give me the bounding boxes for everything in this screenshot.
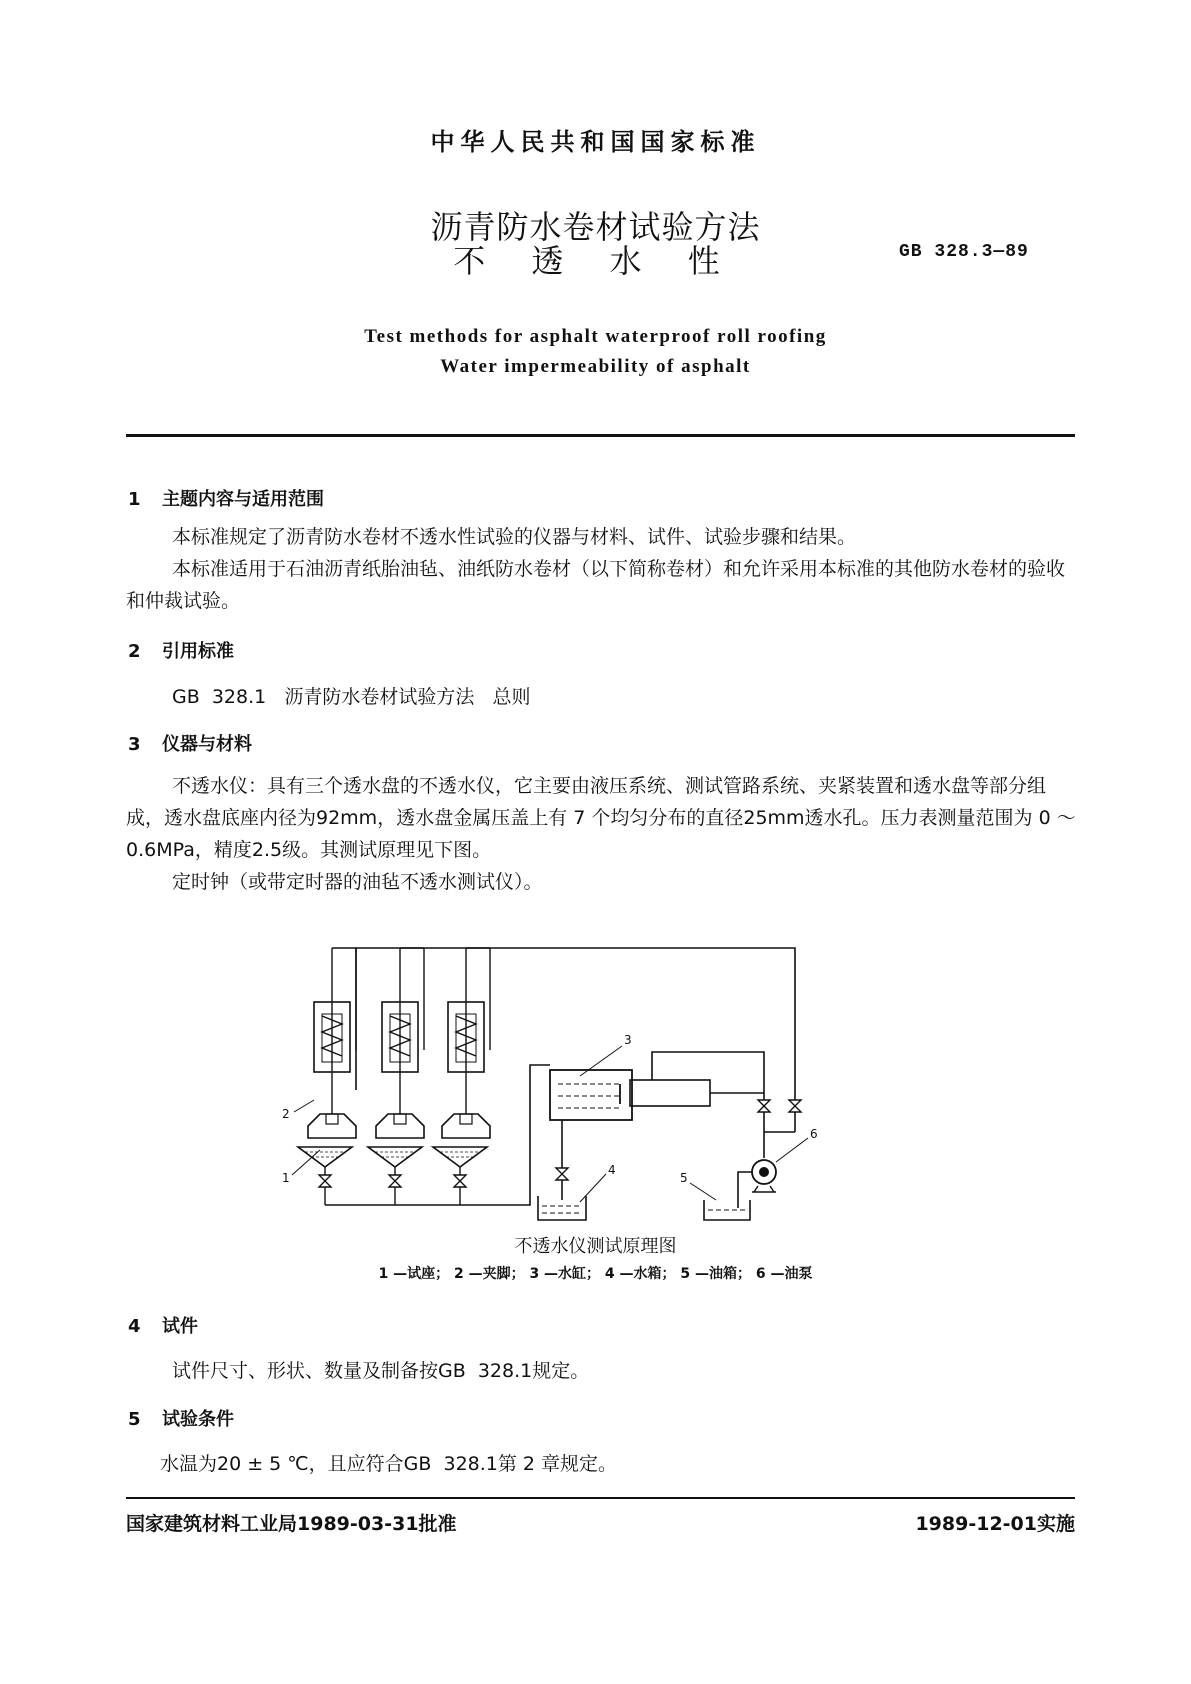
label-6: 6: [810, 1127, 818, 1141]
section-4-heading: [128, 1312, 198, 1338]
water-cylinder: [550, 1052, 764, 1120]
section-number: 5: [128, 1409, 141, 1430]
label-3: 3: [624, 1033, 632, 1047]
effective-date: 1989-12-01实施: [915, 1513, 1075, 1535]
label-5: 5: [680, 1171, 688, 1185]
paragraph: 本标准规定了沥青防水卷材不透水性试验的仪器与材料、试件、试验步骤和结果。: [172, 526, 857, 548]
approval-date: 国家建筑材料工业局1989-03-31批准: [126, 1513, 457, 1535]
section-5-body: 水温为20 ± 5 ℃，且应符合GB 328.1第 2 章规定。: [160, 1453, 618, 1475]
label-4: 4: [608, 1163, 616, 1177]
clamp-unit-3: [442, 990, 490, 1138]
clamp-unit-1: [308, 990, 356, 1138]
section-title: 主题内容与适用范围: [162, 489, 324, 510]
section-4-body: 试件尺寸、形状、数量及制备按GB 328.1规定。: [172, 1360, 590, 1382]
section-1-heading: [128, 485, 324, 511]
header-divider: [126, 434, 1075, 437]
clamp-unit-2: [376, 990, 424, 1138]
label-2: 2: [282, 1107, 290, 1121]
reference-standard: GB 328.1 沥青防水卷材试验方法 总则: [172, 686, 531, 708]
section-1-body: [126, 521, 1076, 617]
english-title: Test methods for asphalt waterproof roll roofing: [364, 326, 827, 347]
english-subtitle: Water impermeability of asphalt: [440, 356, 751, 377]
paragraph: 不透水仪：具有三个透水盘的不透水仪，它主要由液压系统、测试管路系统、夹紧装置和透水盘等部分组成，透水盘底座内径为92mm，透水盘金属压盖上有 7 个均匀分布的直径25mm透水孔。压力表测量范围为 0 ～0.6MPa，精度2.5级。其测试原理见下图。: [126, 775, 1076, 861]
paragraph: 定时钟（或带定时器的油毡不透水测试仪）。: [172, 871, 543, 893]
section-title: 引用标准: [162, 641, 234, 662]
section-3-heading: [128, 730, 252, 756]
document-title: 沥青防水卷材试验方法: [430, 208, 761, 246]
label-1: 1: [282, 1171, 290, 1185]
section-2-heading: [128, 637, 234, 663]
standard-code: GB 328.3—89: [899, 242, 1029, 262]
footer-divider: [126, 1497, 1075, 1499]
oil-tank: [704, 1200, 750, 1220]
section-title: 试件: [162, 1316, 198, 1337]
section-number: 4: [128, 1316, 141, 1337]
impermeability-tester-diagram: [280, 900, 920, 1225]
figure-caption: 不透水仪测试原理图: [514, 1236, 677, 1257]
section-5-heading: [128, 1405, 234, 1431]
section-3-body: [126, 770, 1076, 898]
national-standard-heading: 中华人民共和国国家标准: [430, 128, 761, 156]
paragraph: 本标准适用于石油沥青纸胎油毡、油纸防水卷材（以下简称卷材）和允许采用本标准的其他防水卷材的验收和仲裁试验。: [126, 558, 1066, 612]
test-seat-3: [433, 1147, 487, 1205]
section-number: 1: [128, 489, 141, 510]
section-title: 试验条件: [162, 1409, 234, 1430]
figure-legend: 1 —试座； 2 —夹脚； 3 —水缸； 4 —水箱； 5 —油箱； 6 —油泵: [378, 1266, 813, 1282]
document-subtitle: 不 透 水 性: [453, 242, 738, 280]
test-seat-1: [298, 1147, 352, 1205]
test-seat-2: [368, 1147, 422, 1205]
section-number: 3: [128, 734, 141, 755]
oil-pump: [738, 1160, 776, 1208]
section-number: 2: [128, 641, 141, 662]
section-title: 仪器与材料: [162, 734, 252, 755]
